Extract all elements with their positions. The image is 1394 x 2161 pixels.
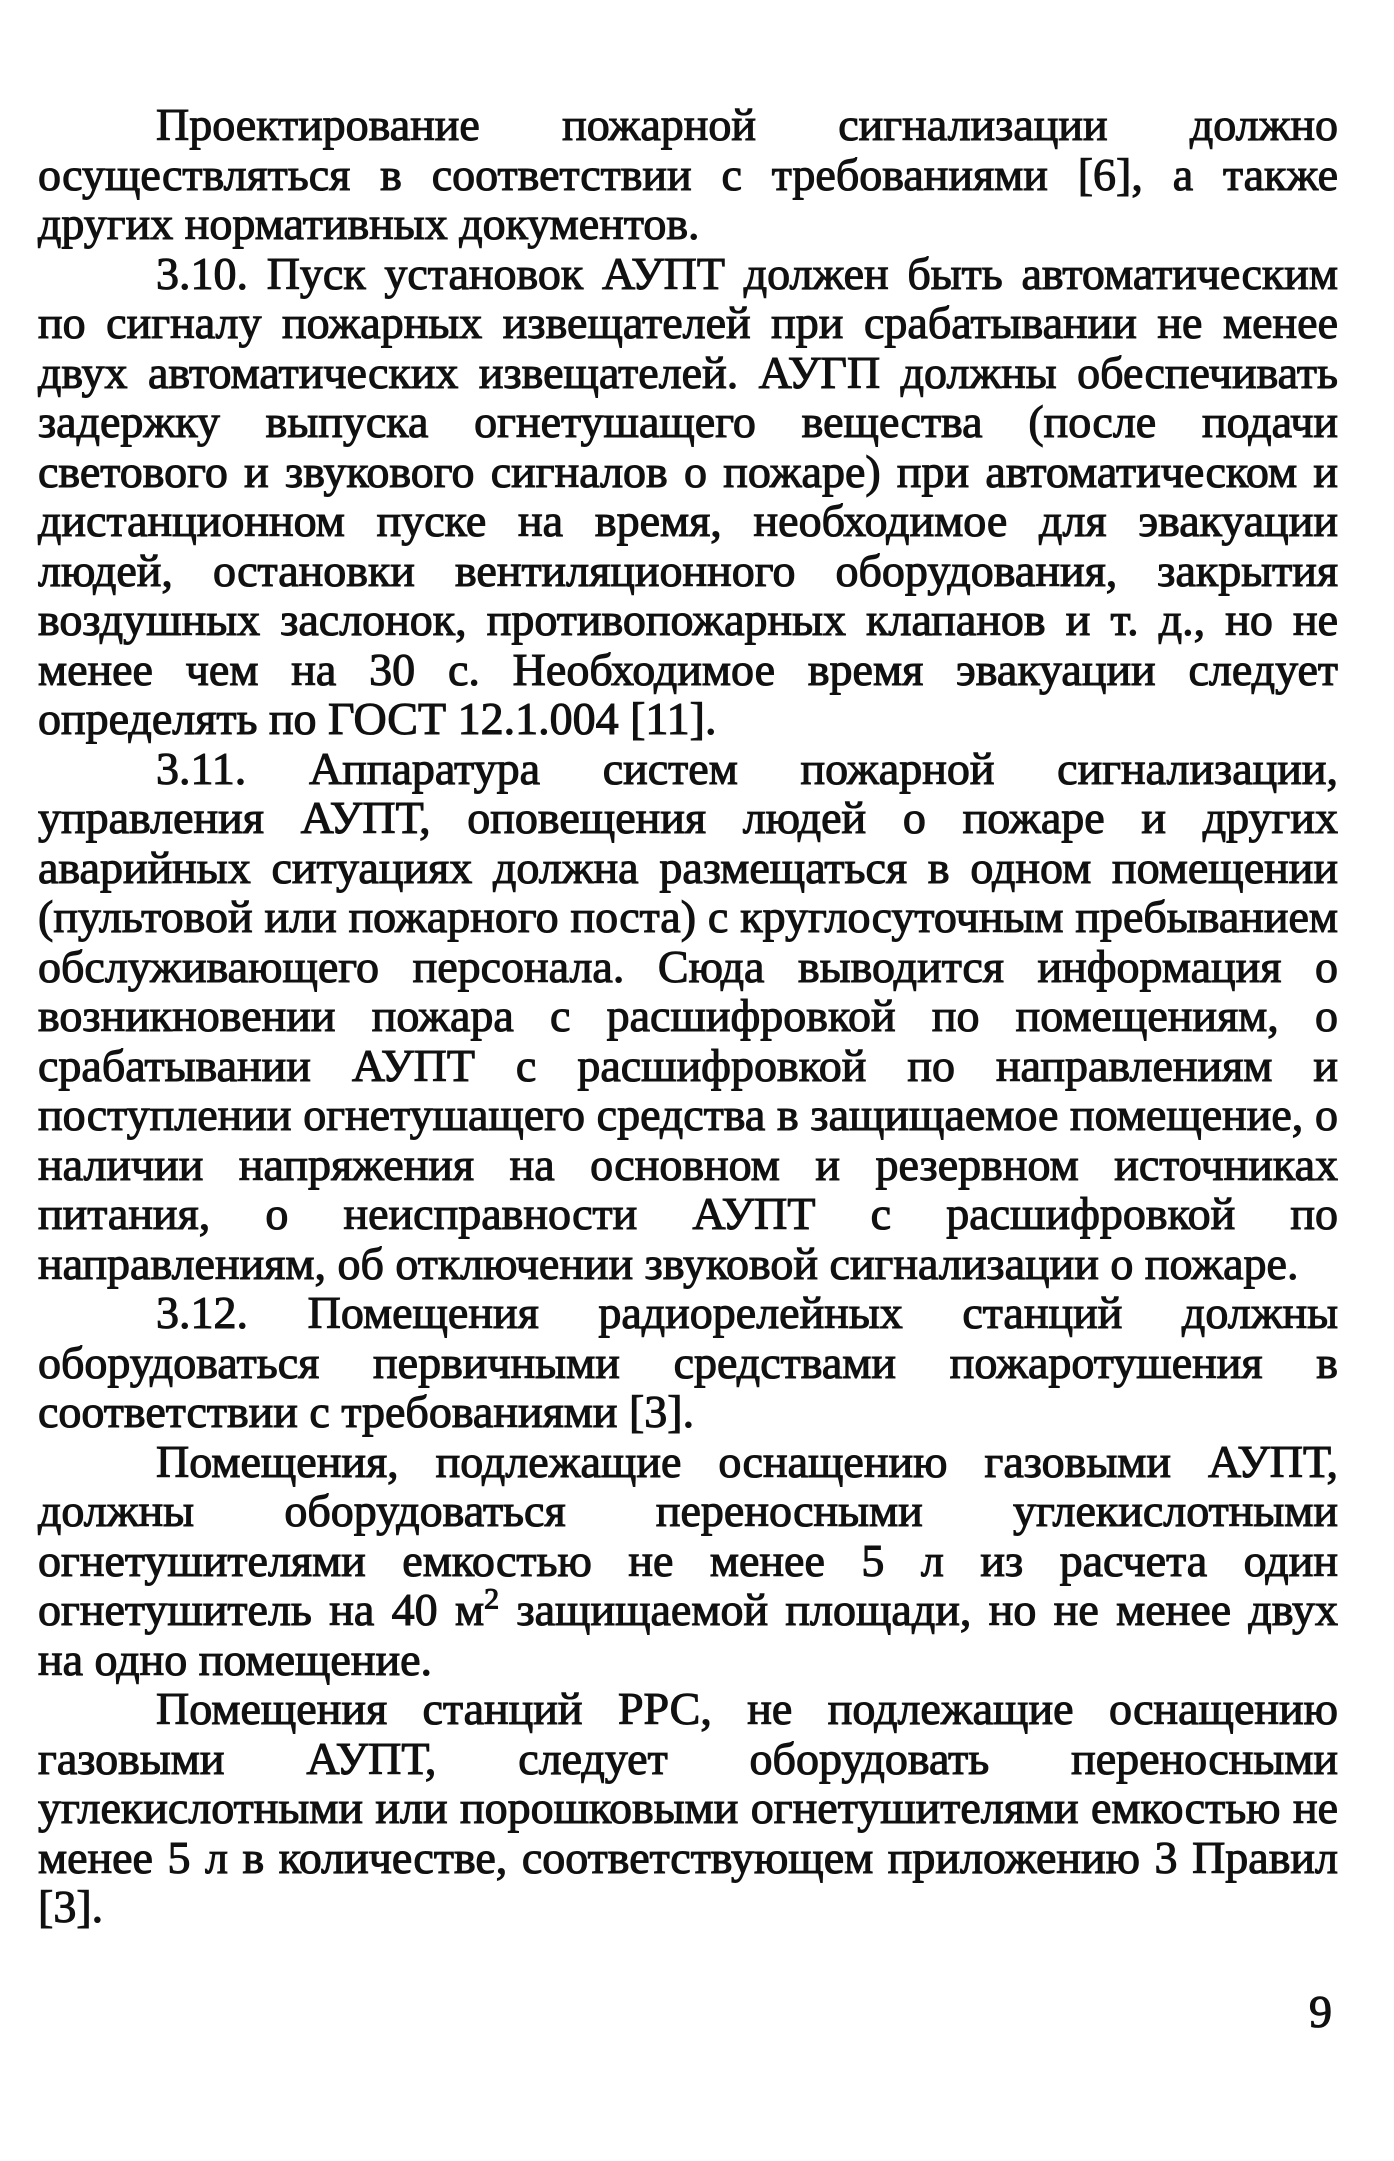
- paragraph-3-10: 3.10. Пуск установок АУПТ должен быть автоматическим по сигналу пожарных извещателей при срабатывании не менее двух автоматических извещателей. АУГП должны обеспечивать задержку выпуска огнетушащего вещества (после подачи светового и звукового сигналов о пожаре) при автоматическом и дистанционном пуске на время, необходимое для эвакуации людей, остановки вентиляционного оборудования, закрытия воздушных заслонок, противопожарных клапанов и т. д., но не менее чем на 30 с. Необходимое время эвакуации следует определять по ГОСТ 12.1.004 [11].: [38, 247, 1338, 744]
- area-unit-superscript: 2: [484, 1582, 500, 1616]
- paragraph-intro: Проектирование пожарной сигнализации должно осуществляться в соответствии с требованиями [6], а также других нормативных документов.: [38, 99, 1338, 249]
- paragraph-gas-text-after: защищаемой площади, но не менее двух на одно помещение.: [38, 1584, 1338, 1685]
- document-page: [38, 100, 1338, 1932]
- paragraph-gas-text-before: Помещения, подлежащие оснащению газовыми АУПТ, должны оборудоваться переносными углекислотными огнетушителями емкостью не менее 5 л из расчета один огнетушитель на 40 м: [38, 1435, 1338, 1635]
- page-number: 9: [1309, 1986, 1332, 2037]
- paragraph-rrs-stations: Помещения станций РРС, не подлежащие оснащению газовыми АУПТ, следует оборудовать переносными углекислотными или порошковыми огнетушителями емкостью не менее 5 л в количестве, соответствующем приложению 3 Правил [3].: [38, 1683, 1338, 1932]
- paragraph-gas-extinguishers: [38, 1437, 1338, 1685]
- paragraph-3-12: 3.12. Помещения радиорелейных станций должны оборудоваться первичными средствами пожаротушения в соответствии с требованиями [3].: [38, 1287, 1338, 1437]
- paragraph-3-11: 3.11. Аппаратура систем пожарной сигнализации, управления АУПТ, оповещения людей о пожаре и других аварийных ситуациях должна размещаться в одном помещении (пультовой или пожарного поста) с круглосуточным пребыванием обслуживающего персонала. Сюда выводится информация о возникновении пожара с расшифровкой по помещениям, о срабатывании АУПТ с расшифровкой по направлениям и поступлении огнетушащего средства в защищаемое помещение, о наличии напряжения на основном и резервном источниках питания, о неисправности АУПТ с расшифровкой по направлениям, об отключении звуковой сигнализации о пожаре.: [38, 742, 1338, 1289]
